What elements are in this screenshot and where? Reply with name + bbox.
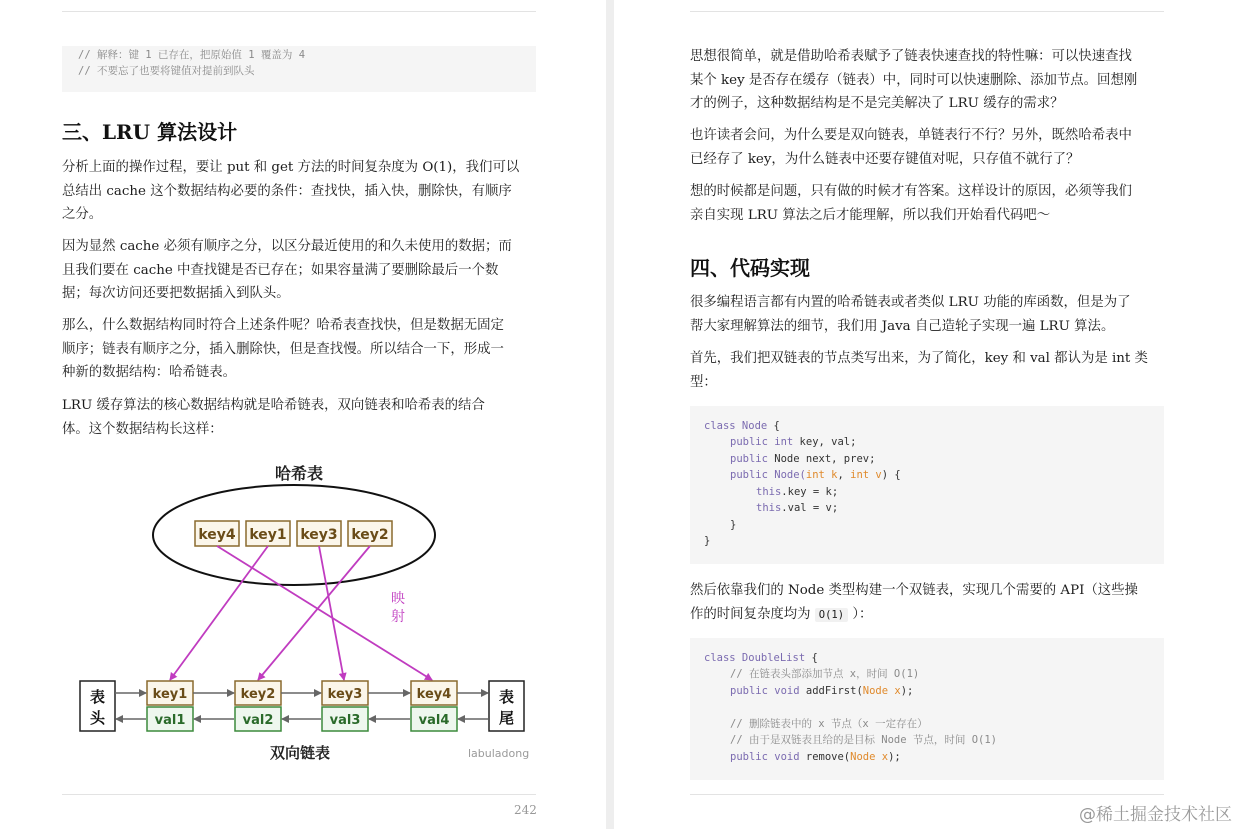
mapping-label: 映 — [391, 591, 405, 607]
right-page — [614, 0, 1240, 829]
text-line: 种新的数据结构：哈希链表。 — [62, 365, 237, 380]
left-page — [0, 0, 606, 829]
text-line: 想的时候都是问题，只有做的时候才有答案。这样设计的原因，必须等我们 — [690, 184, 1132, 199]
diagram-watermark: labuladong — [468, 747, 530, 760]
paragraph — [690, 124, 1170, 171]
list-title: 双向链表 — [269, 744, 331, 762]
list-tail-box — [489, 681, 524, 731]
text-line: 分析上面的操作过程，要让 put 和 get 方法的时间复杂度为 O(1)，我们可以 — [62, 160, 520, 175]
svg-text:头: 头 — [89, 709, 106, 727]
code-line: // 不要忘了也要将键值对提前到队头 — [78, 65, 255, 77]
text-line: 体。这个数据结构长这样： — [62, 421, 223, 437]
paragraph — [62, 314, 542, 385]
code-block-node-class — [690, 406, 1164, 564]
code-line: public void addFirst(Node x); — [730, 685, 914, 697]
svg-text:key4: key4 — [416, 687, 452, 702]
code-comment: // 删除链表中的 x 节点（x 一定存在） — [730, 718, 928, 730]
svg-text:key4: key4 — [198, 527, 236, 543]
top-rule — [690, 11, 1164, 12]
hash-key-box — [246, 521, 290, 546]
svg-text:val3: val3 — [329, 713, 361, 728]
hash-key-box — [297, 521, 341, 546]
paragraph — [690, 180, 1170, 227]
text-line: LRU 缓存算法的核心数据结构就是哈希链表，双向链表和哈希表的结合 — [62, 398, 485, 413]
text-line: 某个 key 是否存在缓存（链表）中，同时可以快速删除、添加节点。回想刚 — [690, 72, 1138, 88]
svg-text:key3: key3 — [300, 527, 338, 543]
text-line: 很多编程语言都有内置的哈希链表或者类似 LRU 功能的库函数，但是为了 — [690, 295, 1131, 310]
svg-text:val1: val1 — [154, 713, 186, 728]
svg-text:key1: key1 — [249, 527, 287, 543]
svg-text:key3: key3 — [327, 687, 363, 702]
text-line: 帮大家理解算法的细节，我们用 Java 自己造轮子实现一遍 LRU 算法。 — [690, 318, 1115, 334]
svg-text:key1: key1 — [152, 687, 188, 702]
paragraph — [62, 394, 542, 441]
paragraph — [62, 156, 542, 227]
code-line: this.key = k; — [756, 486, 839, 498]
bottom-rule — [62, 794, 536, 795]
code-line: this.val = v; — [756, 502, 839, 514]
list-node — [411, 681, 457, 731]
code-line: public Node next, prev; — [730, 453, 876, 465]
text-line: 才的例子，这种数据结构是不是完美解决了 LRU 缓存的需求？ — [690, 96, 1064, 111]
text-line: 且我们要在 cache 中查找键是否已存在；如果容量满了要删除最后一个数 — [62, 262, 499, 278]
list-node — [147, 681, 193, 731]
paragraph — [690, 347, 1170, 394]
code-block-doublelist — [690, 638, 1164, 780]
code-line: class Node { — [704, 420, 780, 432]
svg-text:表: 表 — [498, 688, 515, 706]
svg-text:val2: val2 — [242, 713, 274, 728]
site-watermark: @稀土掘金技术社区 — [1079, 805, 1232, 825]
code-line: class DoubleList { — [704, 652, 818, 664]
list-head-box — [80, 681, 115, 731]
code-comment: // 在链表头部添加节点 x，时间 O(1) — [730, 668, 920, 680]
paragraph — [690, 579, 1180, 627]
text-line: 思想很简单，就是借助哈希表赋予了链表快速查找的特性嘛：可以快速查找 — [690, 49, 1132, 64]
text-line: 之分。 — [62, 207, 103, 222]
code-line: public Node(int k, int v) { — [730, 469, 901, 481]
paragraph — [690, 45, 1170, 116]
mapping-arrow — [258, 546, 370, 680]
paragraph — [62, 235, 542, 306]
svg-text:val4: val4 — [418, 713, 450, 728]
section-heading: 三、LRU 算法设计 — [62, 120, 238, 144]
text-line: 据；每次访问还要把数据插入到队头。 — [62, 286, 290, 301]
code-comment: // 由于是双链表且给的是目标 Node 节点，时间 O(1) — [730, 734, 998, 746]
code-line: public int key, val; — [730, 436, 857, 448]
mapping-label: 射 — [391, 609, 405, 625]
text-line: 顺序；链表有顺序之分，插入删除快，但是查找慢。所以结合一下，形成一 — [62, 341, 504, 357]
svg-text:key2: key2 — [240, 687, 276, 702]
hash-key-box — [348, 521, 392, 546]
svg-text:key2: key2 — [351, 527, 389, 543]
text-line: 首先，我们把双链表的节点类写出来，为了简化，key 和 val 都认为是 int 类 — [690, 351, 1148, 366]
lru-diagram — [62, 455, 542, 770]
svg-text:表: 表 — [89, 688, 106, 706]
mapping-arrow — [319, 546, 344, 680]
inline-code: O(1) — [815, 608, 848, 622]
code-block-comment — [62, 46, 536, 92]
code-line: // 解释：键 1 已存在，把原始值 1 覆盖为 4 — [78, 49, 306, 61]
text-line: 因为显然 cache 必须有顺序之分，以区分最近使用的和久未使用的数据；而 — [62, 239, 512, 254]
code-line: } — [704, 535, 711, 547]
text-line: 已经存了 key，为什么链表中还要存键值对呢，只存值不就行了？ — [690, 151, 1080, 167]
hash-table-title: 哈希表 — [274, 464, 324, 483]
section-heading: 四、代码实现 — [690, 256, 810, 280]
text-line: 亲自实现 LRU 算法之后才能理解，所以我们开始看代码吧～ — [690, 207, 1051, 223]
text-line: 那么，什么数据结构同时符合上述条件呢？哈希表查找快，但是数据无固定 — [62, 318, 504, 333]
text-line: 型： — [690, 374, 717, 390]
text-line: 总结出 cache 这个数据结构必要的条件：查找快，插入快，删除快，有顺序 — [62, 183, 512, 199]
paragraph — [690, 291, 1170, 338]
bottom-rule — [690, 794, 1164, 795]
list-node — [322, 681, 368, 731]
page-number: 242 — [514, 803, 537, 817]
text-line: 也许读者会问，为什么要是双向链表，单链表行不行？另外，既然哈希表中 — [690, 128, 1132, 143]
code-line: public void remove(Node x); — [730, 751, 901, 763]
hash-key-box — [195, 521, 239, 546]
text-line: 作的时间复杂度均为 O(1) ）： — [690, 606, 873, 622]
list-node — [235, 681, 281, 731]
code-line: } — [730, 519, 737, 531]
top-rule — [62, 11, 536, 12]
text-line: 然后依靠我们的 Node 类型构建一个双链表，实现几个需要的 API（这些操 — [690, 583, 1138, 598]
svg-text:尾: 尾 — [498, 709, 515, 727]
